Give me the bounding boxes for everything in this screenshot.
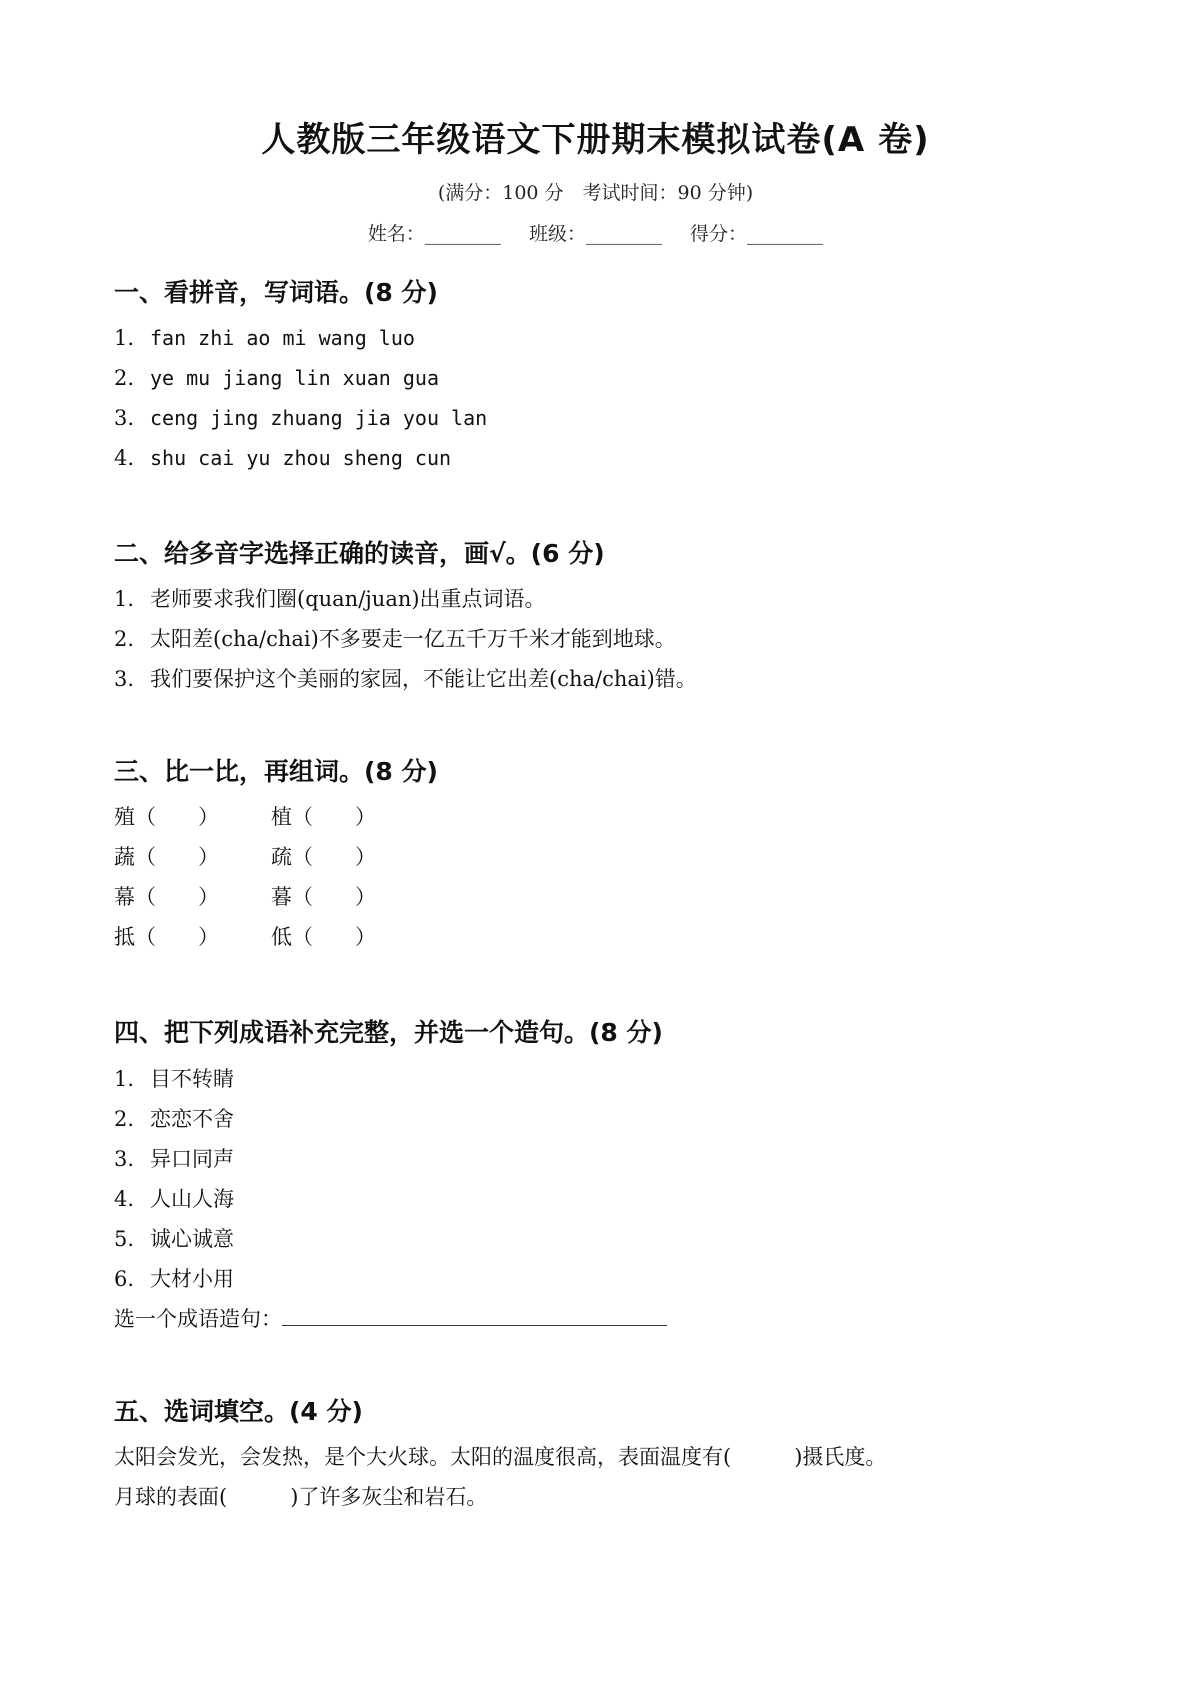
list-item: 2. 太阳差(cha/chai)不多要走一亿五千万千米才能到地球。 [114, 627, 676, 651]
paragraph-line: 月球的表面( )了许多灰尘和岩石。 [114, 1485, 488, 1509]
list-item: 1. fan zhi ao mi wang luo [114, 326, 415, 350]
class-field: 班级：________ [528, 223, 662, 245]
list-item: 6. 大材小用 [114, 1267, 234, 1291]
list-item: 2. 恋恋不舍 [114, 1107, 234, 1131]
list-item: 1. 老师要求我们圈(quan/juan)出重点词语。 [114, 587, 546, 611]
exam-meta: (满分：100 分 考试时间：90 分钟) [437, 182, 754, 204]
section-3-heading: 三、比一比，再组词。(8 分) [114, 757, 438, 786]
list-item: 3. ceng jing zhuang jia you lan [114, 406, 488, 430]
student-info [0, 219, 1191, 246]
sentence-label: 选一个成语造句： [114, 1307, 282, 1331]
section-1-heading: 一、看拼音，写词语。(8 分) [114, 278, 438, 307]
compare-row: 蔬（ ） 疏（ ） [114, 845, 376, 869]
list-item: 4. shu cai yu zhou sheng cun [114, 446, 452, 470]
score-field: 得分：________ [690, 223, 824, 245]
section-2-heading: 二、给多音字选择正确的读音，画√。(6 分) [114, 539, 605, 568]
section-5-heading: 五、选词填空。(4 分) [114, 1397, 363, 1426]
page-title: 人教版三年级语文下册期末模拟试卷(A 卷) [261, 120, 930, 160]
compare-row: 幕（ ） 暮（ ） [114, 885, 376, 909]
compare-row: 殖（ ） 植（ ） [114, 805, 376, 829]
name-field: 姓名：________ [367, 223, 501, 245]
list-item: 2. ye mu jiang lin xuan gua [114, 366, 439, 390]
list-item: 4. 人山人海 [114, 1187, 234, 1211]
list-item: 3. 异口同声 [114, 1147, 234, 1171]
list-item: 5. 诚心诚意 [114, 1227, 234, 1251]
list-item: 1. 目不转睛 [114, 1067, 234, 1091]
sentence-answer-line[interactable] [282, 1305, 667, 1326]
sentence-prompt [114, 1303, 667, 1333]
compare-row: 抵（ ） 低（ ） [114, 925, 376, 949]
list-item: 3. 我们要保护这个美丽的家园，不能让它出差(cha/chai)错。 [114, 667, 697, 691]
paragraph-line: 太阳会发光，会发热，是个大火球。太阳的温度很高，表面温度有( )摄氏度。 [114, 1445, 887, 1469]
section-4-heading: 四、把下列成语补充完整，并选一个造句。(8 分) [114, 1018, 663, 1047]
